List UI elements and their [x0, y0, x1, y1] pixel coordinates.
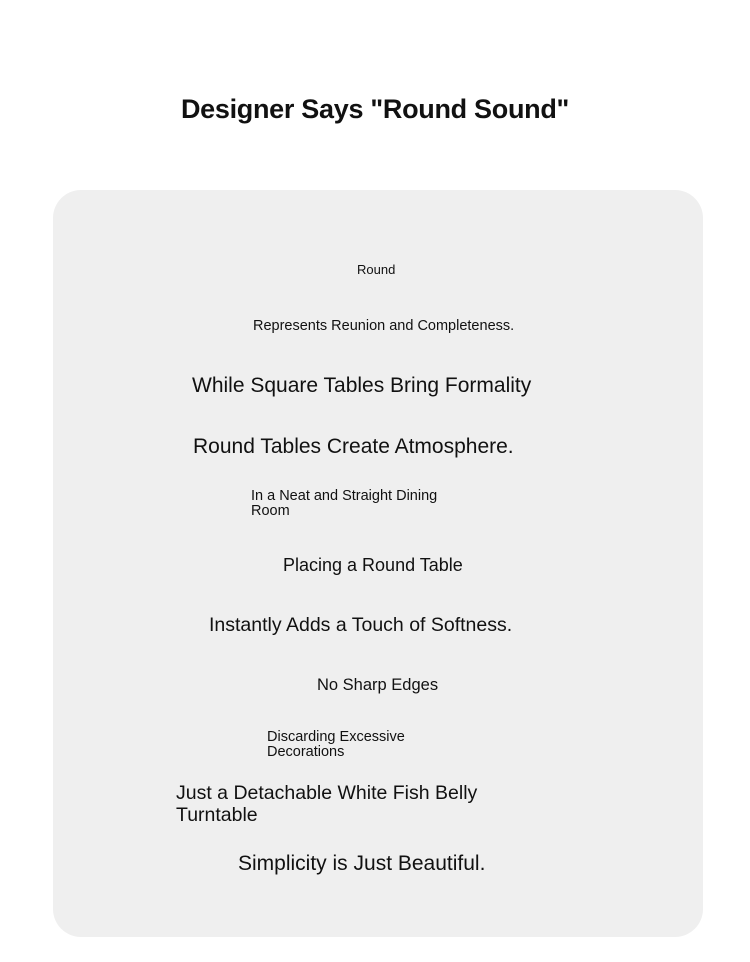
- line-simplicity-beautiful: Simplicity is Just Beautiful.: [238, 852, 486, 875]
- line-square-tables: While Square Tables Bring Formality: [192, 374, 532, 397]
- line-placing-round-table: Placing a Round Table: [283, 555, 463, 575]
- line-round-tables-atmosphere: Round Tables Create Atmosphere.: [193, 435, 514, 458]
- line-fish-belly-turntable: Just a Detachable White Fish Belly Turntable: [176, 782, 478, 827]
- line-neat-dining-room: In a Neat and Straight Dining Room: [251, 488, 438, 520]
- page-title: Designer Says "Round Sound": [180, 94, 570, 124]
- line-touch-of-softness: Instantly Adds a Touch of Softness.: [209, 614, 513, 636]
- line-round: Round: [357, 262, 396, 277]
- line-no-sharp-edges: No Sharp Edges: [317, 676, 439, 694]
- line-discarding-decorations: Discarding Excessive Decorations: [267, 729, 405, 761]
- line-represents-reunion: Represents Reunion and Completeness.: [253, 318, 515, 334]
- text-card: [53, 190, 703, 937]
